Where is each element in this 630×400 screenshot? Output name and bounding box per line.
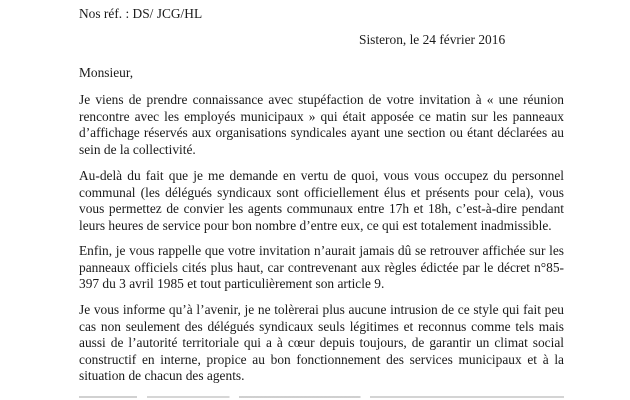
paragraph-line: sein de la collectivité.: [79, 141, 196, 157]
cut-off-next-line: [79, 394, 564, 400]
paragraph-line: Je vous informe qu’à l’avenir, je ne tolèrerai plus aucune intrusion de ce style qui fait peu: [79, 302, 564, 317]
paragraph-decree: [79, 243, 564, 293]
salutation: Monsieur,: [79, 65, 134, 80]
paragraph-line: leurs heures de service pour bon nombre d’entre eux, ce qui est totalement inadmissible.: [79, 217, 552, 233]
paragraph-invitation: [79, 92, 564, 158]
place-date: Sisteron, le 24 février 2016: [359, 32, 506, 47]
reference-line: Nos réf. : DS/ JCG/HL: [79, 6, 203, 21]
paragraph-line: 397 du 3 avril 1985 et tout particulièrement son article 9.: [79, 276, 385, 292]
paragraph-line: Je viens de prendre connaissance avec stupéfaction de votre invitation à « une réunion: [79, 92, 564, 107]
paragraph-line: situation de chacun des agents.: [79, 368, 245, 384]
paragraph-line: panneaux officiels cités plus haut, car contrevenant aux règles édictée par le décret n°85-: [79, 259, 564, 275]
paragraph-line: cas non seulement des délégués syndicaux seuls légitimes et reconnus comme tels mais: [79, 318, 564, 334]
paragraph-line: Au-delà du fait que je me demande en vertu de quoi, vous vous occupez du personnel: [79, 168, 564, 183]
paragraph-line: communal (les délégués syndicaux sont officiellement élus et présents pour cela), vous: [79, 184, 564, 200]
paragraph-line: rencontre avec les employés municipaux » qui était apposée ce matin sur les panneaux: [79, 108, 564, 124]
paragraph-line: constructif en interne, propice au bon fonctionnement des services municipaux et à la: [79, 351, 564, 367]
paragraph-line: Enfin, je vous rappelle que votre invitation n’aurait jamais dû se retrouver affichée sur les: [79, 243, 564, 258]
cut-off-text-trace: [79, 396, 564, 398]
paragraph-future: [79, 302, 564, 385]
paragraph-personnel: [79, 168, 564, 234]
paragraph-line: vous permettez de convier les agents communaux entre 17h et 18h, c’est-à-dire pendant: [79, 201, 564, 217]
paragraph-line: aussi de l’autorité territoriale qui a à cœur depuis toujours, de garantir un climat social: [79, 335, 564, 351]
paragraph-line: d’affichage réservés aux organisations syndicales ayant une section ou étant déclarées au: [79, 125, 564, 141]
